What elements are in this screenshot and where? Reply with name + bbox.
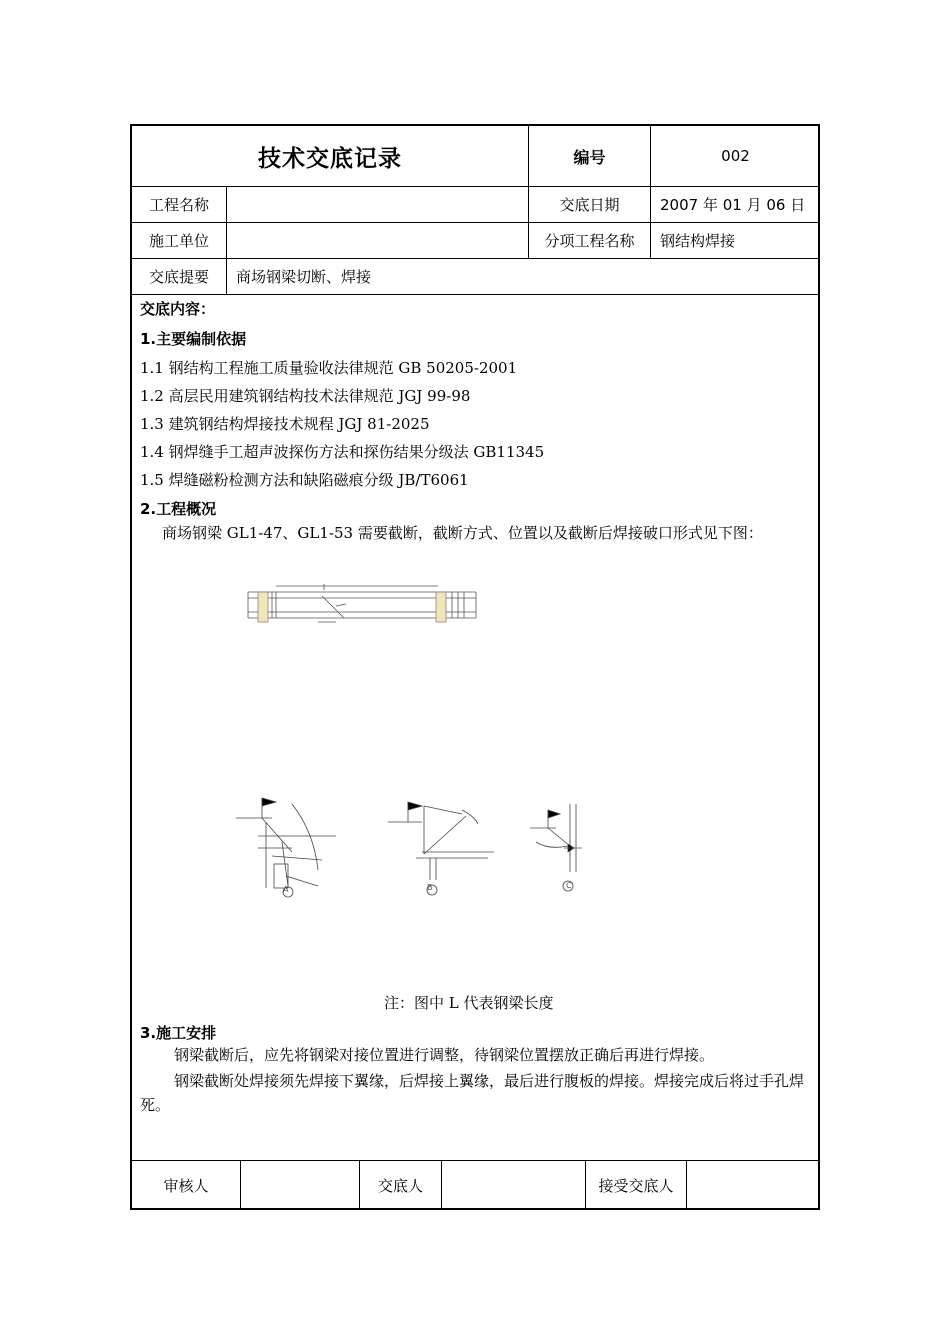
detail-b-label: B bbox=[427, 883, 433, 892]
weld-detail-c-drawing bbox=[524, 802, 594, 892]
contractor-label: 施工单位 bbox=[148, 232, 209, 250]
date-value: 2007 年 01 月 06 日 bbox=[660, 196, 806, 214]
number-label: 编号 bbox=[573, 147, 606, 167]
detail-c-label: C bbox=[566, 881, 572, 890]
project-name-value bbox=[235, 187, 525, 222]
disclosure-record-table bbox=[130, 124, 820, 1210]
plan-paragraph-1: 钢梁截断后，应先将钢梁对接位置进行调整，待钢梁位置摆放正确后再进行焊接。 bbox=[174, 1046, 715, 1064]
reviewer-label: 审核人 bbox=[163, 1176, 209, 1195]
drawing-note: 注：图中 L 代表钢梁长度 bbox=[384, 994, 554, 1012]
subproject-label: 分项工程名称 bbox=[544, 232, 635, 250]
basis-item: 1.3 建筑钢结构焊接技术规程 JGJ 81-2025 bbox=[140, 415, 430, 433]
summary-label: 交底提要 bbox=[148, 268, 209, 286]
col-divider bbox=[686, 1160, 687, 1210]
detail-a-label: A bbox=[283, 885, 289, 894]
section-2-title: 2.工程概况 bbox=[140, 500, 217, 518]
weld-detail-a-drawing bbox=[232, 792, 344, 900]
basis-item: 1.5 焊缝磁粉检测方法和缺陷磁痕分级 JB/T6061 bbox=[140, 471, 469, 489]
document-title: 技术交底记录 bbox=[258, 145, 402, 172]
summary-value: 商场钢梁切断、焊接 bbox=[236, 268, 372, 286]
col-divider bbox=[240, 1160, 241, 1210]
date-label: 交底日期 bbox=[559, 196, 620, 214]
subproject-value: 钢结构焊接 bbox=[660, 232, 736, 250]
section-1-title: 1.主要编制依据 bbox=[140, 330, 247, 348]
plan-paragraph-2: 钢梁截断处焊接须先焊接下翼缘，后焊接上翼缘，最后进行腹板的焊接。焊接完成后将过手孔焊死。 bbox=[140, 1072, 805, 1114]
row-divider bbox=[132, 294, 818, 295]
project-name-label: 工程名称 bbox=[148, 196, 209, 214]
overview-text: 商场钢梁 GL1-47、GL1-53 需要截断，截断方式、位置以及截断后焊接破口形式见下图： bbox=[162, 524, 763, 542]
basis-item: 1.1 钢结构工程施工质量验收法律规范 GB 50205-2001 bbox=[140, 359, 518, 377]
receiver-value bbox=[690, 1161, 816, 1209]
contractor-value bbox=[235, 223, 525, 258]
content-heading: 交底内容： bbox=[140, 300, 216, 318]
basis-item: 1.4 钢焊缝手工超声波探伤方法和探伤结果分级法 GB11345 bbox=[140, 443, 545, 461]
discloser-value bbox=[446, 1161, 582, 1209]
reviewer-value bbox=[244, 1161, 356, 1209]
weld-detail-b-drawing bbox=[382, 794, 502, 898]
receiver-label: 接受交底人 bbox=[598, 1176, 674, 1195]
col-divider bbox=[226, 186, 227, 294]
col-divider bbox=[441, 1160, 442, 1210]
discloser-label: 交底人 bbox=[377, 1176, 423, 1195]
number-value: 002 bbox=[721, 147, 750, 165]
section-3-title: 3.施工安排 bbox=[140, 1024, 217, 1042]
beam-elevation-drawing bbox=[246, 582, 478, 628]
basis-item: 1.2 高层民用建筑钢结构技术法律规范 JGJ 99-98 bbox=[140, 387, 471, 405]
